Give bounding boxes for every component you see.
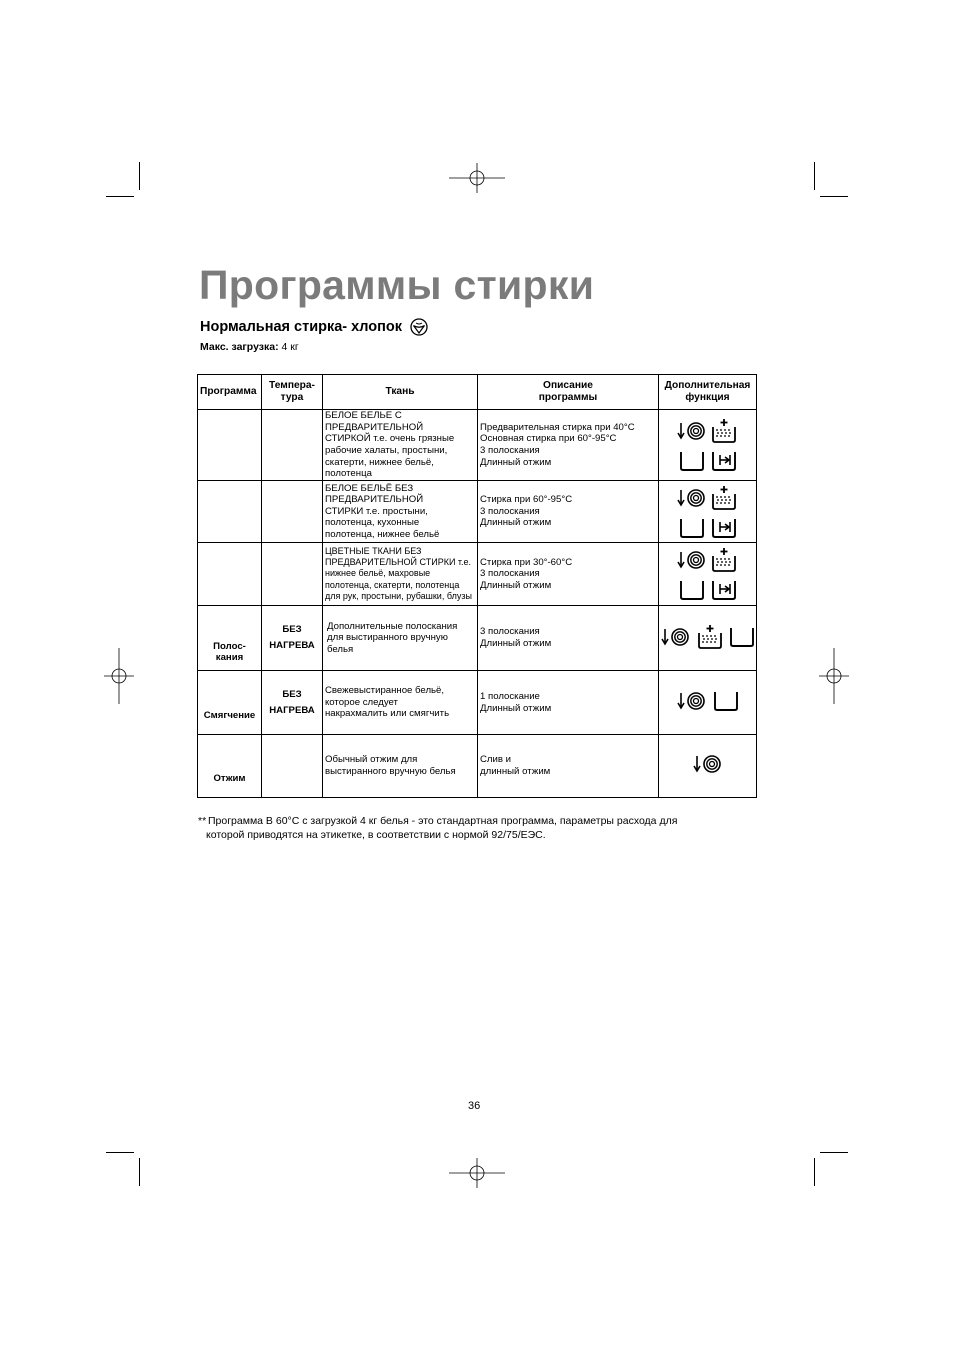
- description-cell: [478, 481, 659, 543]
- description-cell: [478, 671, 659, 735]
- fabric-line: Свежевыстиранное бельё,: [325, 685, 445, 697]
- crop-mark: [106, 196, 134, 197]
- fabric-cell: [323, 410, 478, 481]
- fabric-cell: [323, 671, 478, 735]
- no-spin-tub-icon: [711, 450, 737, 472]
- max-load: [200, 341, 299, 353]
- description-line: 3 полоскания: [480, 445, 540, 456]
- fabric-line: ПРЕДВАРИТЕЛЬНОЙ: [325, 421, 424, 433]
- description-line: Слив и: [480, 754, 512, 766]
- fabric-cell: [323, 735, 478, 798]
- description-line: 3 полоскания: [480, 626, 540, 638]
- header-extra-function: [659, 375, 757, 410]
- table-row: [198, 410, 757, 481]
- fabric-line: ЦВЕТНЫЕ ТКАНИ БЕЗ: [325, 545, 422, 556]
- spin-icon: [677, 690, 707, 712]
- fabric-line: накрахмалить или смягчить: [325, 708, 450, 720]
- header-temperature: [262, 375, 323, 410]
- page-title: Программы стирки: [199, 262, 595, 308]
- table-row: [198, 606, 757, 671]
- header-description-line: программы: [538, 392, 598, 403]
- programs-table: [197, 374, 757, 798]
- header-description: [478, 375, 659, 410]
- header-program: Программа: [198, 375, 262, 410]
- footnote-marker: **: [198, 815, 207, 827]
- extra-functions-cell: [659, 481, 757, 543]
- fabric-line: белья: [327, 643, 354, 655]
- rinse-plus-icon: [711, 485, 737, 511]
- program-cell: Отжим: [198, 735, 262, 798]
- subtitle-text: Нормальная стирка- хлопок: [200, 319, 402, 335]
- description-line: Предварительная стирка при 40°C: [480, 421, 635, 433]
- crop-mark: [139, 1158, 140, 1186]
- header-temperature-line: Темпера-: [269, 380, 315, 392]
- section-subtitle: [200, 318, 428, 336]
- fabric-cell: [323, 481, 478, 543]
- description-cell: [478, 606, 659, 671]
- fabric-line: Дополнительные полоскания: [327, 620, 458, 632]
- temperature-line: БЕЗ: [282, 624, 302, 635]
- temperature-cell: [262, 671, 323, 735]
- registration-mark-icon: [819, 648, 849, 704]
- temperature-cell: [262, 735, 323, 798]
- description-line: 1 полоскание: [480, 690, 540, 702]
- description-line: Длинный отжим: [480, 638, 552, 649]
- crop-mark: [139, 162, 140, 190]
- fabric-line: полотенца, кухонные: [325, 517, 420, 529]
- description-cell: [478, 735, 659, 798]
- spin-icon: [677, 549, 707, 571]
- header-extra-line: функция: [685, 392, 730, 403]
- cotton-symbol-icon: [410, 318, 428, 336]
- drain-tub-icon: [713, 690, 739, 712]
- table-row: [198, 543, 757, 606]
- description-line: Основная стирка при 60°-95°C: [480, 433, 617, 445]
- footnote-line: которой приводятся на этикетке, в соответствии с нормой 92/75/ЕЭС.: [206, 828, 546, 841]
- fabric-line: полотенца: [325, 468, 372, 480]
- program-line: кания: [215, 652, 244, 664]
- page-number: 36: [468, 1100, 481, 1112]
- max-load-value: 4 кг: [281, 341, 299, 353]
- fabric-line: выстиранного вручную белья: [325, 766, 456, 777]
- temperature-cell: [262, 606, 323, 671]
- crop-mark: [820, 196, 848, 197]
- spin-icon: [661, 626, 691, 648]
- temperature-line: НАГРЕВА: [269, 639, 315, 651]
- no-spin-tub-icon: [711, 517, 737, 539]
- table-row: [198, 481, 757, 543]
- fabric-cell: [323, 543, 478, 606]
- footnote-line: Программа В 60°C с загрузкой 4 кг белья - это стандартная программа, параметры расхода для: [208, 815, 678, 827]
- fabric-line: БЕЛОЕ БЕЛЬЁ БЕЗ: [325, 482, 414, 494]
- header-extra-line: Дополнительная: [664, 380, 751, 392]
- description-cell: [478, 410, 659, 481]
- program-line: Полос-: [213, 640, 246, 652]
- extra-functions-cell: [659, 543, 757, 606]
- no-spin-tub-icon: [711, 579, 737, 601]
- drain-tub-icon: [679, 579, 705, 601]
- extra-functions-cell: [659, 606, 757, 671]
- drain-tub-icon: [679, 450, 705, 472]
- temperature-line: БЕЗ: [282, 689, 302, 700]
- program-cell: [198, 410, 262, 481]
- fabric-line: СТИРКОЙ т.е. очень грязные: [325, 433, 455, 445]
- description-line: Длинный отжим: [480, 456, 552, 468]
- fabric-line: Обычный отжим для: [325, 754, 418, 766]
- fabric-line: БЕЛОЕ БЕЛЬЕ С: [325, 410, 402, 422]
- fabric-line: СТИРКИ т.е. простыни,: [325, 505, 428, 517]
- description-line: Длинный отжим: [480, 702, 552, 714]
- description-line: Стирка при 30°-60°C: [480, 556, 573, 568]
- description-line: 3 полоскания: [480, 568, 540, 580]
- fabric-line: скатерти, нижнее бельё,: [325, 456, 434, 468]
- crop-mark: [814, 162, 815, 190]
- registration-mark-icon: [449, 163, 505, 193]
- crop-mark: [820, 1152, 848, 1153]
- program-cell: [198, 481, 262, 543]
- header-fabric: Ткань: [323, 375, 478, 410]
- table-row: [198, 735, 757, 798]
- header-description-line: Описание: [543, 380, 593, 392]
- table-header-row: [198, 375, 757, 410]
- fabric-line: ПРЕДВАРИТЕЛЬНОЙ: [325, 494, 424, 506]
- description-line: длинный отжим: [480, 766, 551, 777]
- fabric-line: ПРЕДВАРИТЕЛЬНОЙ СТИРКИ т.е.: [325, 557, 472, 568]
- temperature-cell: [262, 410, 323, 481]
- program-cell: [198, 543, 262, 606]
- description-cell: [478, 543, 659, 606]
- rinse-plus-icon: [711, 418, 737, 444]
- fabric-line: которое следует: [325, 696, 398, 708]
- fabric-line: для выстиранного вручную: [327, 632, 448, 644]
- fabric-line: нижнее бельё, махровые: [325, 568, 431, 579]
- temperature-cell: [262, 543, 323, 606]
- extra-functions-cell: [659, 671, 757, 735]
- rinse-plus-icon: [697, 624, 723, 650]
- fabric-line: полотенца, скатерти, полотенца: [325, 579, 460, 590]
- fabric-line: рабочие халаты, простыни,: [325, 445, 448, 456]
- fabric-cell: [323, 606, 478, 671]
- spin-icon: [677, 420, 707, 442]
- registration-mark-icon: [104, 648, 134, 704]
- drain-tub-icon: [729, 626, 755, 648]
- extra-functions-cell: [659, 410, 757, 481]
- description-line: Стирка при 60°-95°C: [480, 494, 573, 506]
- drain-tub-icon: [679, 517, 705, 539]
- temperature-cell: [262, 481, 323, 543]
- fabric-line: полотенца, нижнее бельё: [325, 528, 440, 540]
- registration-mark-icon: [449, 1158, 505, 1188]
- spin-icon: [693, 753, 723, 775]
- extra-functions-cell: [659, 735, 757, 798]
- description-line: Длинный отжим: [480, 517, 552, 529]
- description-line: Длинный отжим: [480, 579, 552, 591]
- max-load-label: Макс. загрузка:: [200, 341, 279, 353]
- header-temperature-line: тура: [280, 392, 304, 403]
- table-row: [198, 671, 757, 735]
- program-cell: [198, 606, 262, 671]
- spin-icon: [677, 487, 707, 509]
- rinse-plus-icon: [711, 547, 737, 573]
- fabric-line: для рук, простыни, рубашки, блузы: [325, 590, 472, 601]
- program-cell: Смягчение: [198, 671, 262, 735]
- temperature-line: НАГРЕВА: [269, 704, 315, 716]
- description-line: 3 полоскания: [480, 505, 540, 517]
- crop-mark: [106, 1152, 134, 1153]
- crop-mark: [814, 1158, 815, 1186]
